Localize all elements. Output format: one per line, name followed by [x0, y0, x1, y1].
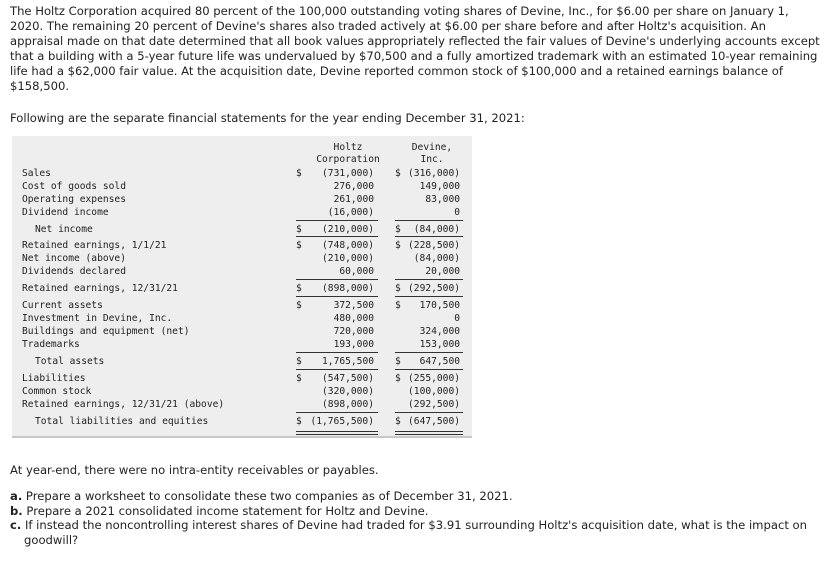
- devine-value: 20,000: [425, 266, 460, 277]
- holtz-value: 276,000: [333, 181, 374, 192]
- holtz-value: (547,500): [322, 373, 374, 384]
- devine-dollar-sign: $: [395, 240, 401, 251]
- holtz-dollar-sign: $: [296, 416, 302, 427]
- holtz-value: (210,000): [322, 224, 374, 235]
- devine-value: (647,500): [408, 416, 460, 427]
- problem-intro: The Holtz Corporation acquired 80 percent of the 100,000 outstanding voting shares of Devine, Inc., for $6.00 per share on January 1, 2020. The remaining 20 percent of Devine's shares also traded actively at $6.00 per share before and after Holtz's acquisition. An appraisal made on that date determined that all book values appropriately reflected the fair values of Devine's underlying accounts except that a building with a 5-year future life was undervalued by $70,500 and a fully amortized trademark with an estimated 10-year remaining life had a $62,000 fair value. At the acquisition date, Devine reported common stock of $100,000 and a retained earnings balance of $158,500.: [10, 4, 820, 93]
- question-a: a. Prepare a worksheet to consolidate these two companies as of December 31, 2021.: [10, 489, 513, 503]
- holtz-value: (748,000): [322, 240, 374, 251]
- devine-value: 83,000: [425, 194, 460, 205]
- subtotal-rule: [296, 296, 378, 297]
- holtz-value: 60,000: [339, 266, 374, 277]
- subtotal-rule: [395, 369, 463, 370]
- holtz-dollar-sign: $: [296, 168, 302, 179]
- holtz-value: (1,765,500): [310, 416, 374, 427]
- holtz-value: (16,000): [327, 207, 374, 218]
- devine-value: (228,500): [408, 240, 460, 251]
- subtotal-rule: [296, 352, 378, 353]
- subtotal-rule: [296, 279, 378, 280]
- devine-value: (292,500): [408, 399, 460, 410]
- holtz-value: 720,000: [333, 326, 374, 337]
- holtz-value: 1,765,500: [322, 356, 374, 367]
- devine-dollar-sign: $: [395, 224, 401, 235]
- devine-value: 0: [454, 207, 460, 218]
- row-label: Dividends declared: [22, 266, 126, 277]
- devine-value: (292,500): [408, 283, 460, 294]
- holtz-value: (210,000): [322, 253, 374, 264]
- subtotal-rule: [395, 279, 463, 280]
- holtz-value: (731,000): [322, 168, 374, 179]
- question-c: c. If instead the noncontrolling interest shares of Devine had traded for $3.91 surrounding Holtz's acquisition date, what is the impact on goodwill?: [10, 518, 807, 547]
- devine-value: 324,000: [419, 326, 460, 337]
- holtz-value: (320,000): [322, 386, 374, 397]
- row-label: Total assets: [35, 356, 105, 367]
- devine-value: 170,500: [419, 300, 460, 311]
- row-label: Retained earnings, 1/1/21: [22, 240, 167, 251]
- total-double-rule: [395, 431, 463, 435]
- devine-dollar-sign: $: [395, 168, 401, 179]
- row-label: Net income: [35, 224, 93, 235]
- holtz-value: (898,000): [322, 399, 374, 410]
- row-label: Dividend income: [22, 207, 109, 218]
- financial-statements-table: [12, 136, 472, 438]
- devine-column-header: Devine, Inc.: [411, 142, 453, 165]
- devine-value: 647,500: [419, 356, 460, 367]
- devine-dollar-sign: $: [395, 373, 401, 384]
- holtz-column-header: Holtz Corporation: [316, 142, 380, 165]
- subtotal-rule: [296, 220, 378, 221]
- devine-value: 0: [454, 313, 460, 324]
- holtz-dollar-sign: $: [296, 356, 302, 367]
- subtotal-rule: [395, 220, 463, 221]
- subtotal-rule: [296, 236, 378, 237]
- questions: [10, 489, 822, 547]
- holtz-dollar-sign: $: [296, 283, 302, 294]
- devine-value: (316,000): [408, 168, 460, 179]
- devine-value: (255,000): [408, 373, 460, 384]
- row-label: Common stock: [22, 386, 92, 397]
- holtz-dollar-sign: $: [296, 300, 302, 311]
- row-label: Liabilities: [22, 373, 86, 384]
- subtotal-rule: [395, 412, 463, 413]
- total-double-rule: [296, 431, 378, 435]
- row-label: Sales: [22, 168, 51, 179]
- statements-lead: Following are the separate financial statements for the year ending December 31, 2021:: [10, 111, 525, 125]
- subtotal-rule: [395, 236, 463, 237]
- row-label: Current assets: [22, 300, 103, 311]
- row-label: Trademarks: [22, 339, 80, 350]
- holtz-dollar-sign: $: [296, 224, 302, 235]
- holtz-dollar-sign: $: [296, 373, 302, 384]
- devine-value: (84,000): [413, 253, 460, 264]
- devine-dollar-sign: $: [395, 300, 401, 311]
- holtz-value: (898,000): [322, 283, 374, 294]
- subtotal-rule: [395, 352, 463, 353]
- devine-dollar-sign: $: [395, 416, 401, 427]
- holtz-value: 480,000: [333, 313, 374, 324]
- holtz-dollar-sign: $: [296, 240, 302, 251]
- row-label: Cost of goods sold: [22, 181, 126, 192]
- year-end-note: At year-end, there were no intra-entity receivables or payables.: [10, 463, 379, 477]
- devine-dollar-sign: $: [395, 356, 401, 367]
- question-b: b. Prepare a 2021 consolidated income statement for Holtz and Devine.: [10, 503, 429, 518]
- holtz-value: 261,000: [333, 194, 374, 205]
- devine-value: 153,000: [419, 339, 460, 350]
- row-label: Retained earnings, 12/31/21: [22, 283, 178, 294]
- devine-value: (100,000): [408, 386, 460, 397]
- row-label: Buildings and equipment (net): [22, 326, 190, 337]
- row-label: Total liabilities and equities: [35, 416, 209, 427]
- row-label: Investment in Devine, Inc.: [22, 313, 173, 324]
- holtz-value: 372,500: [333, 300, 374, 311]
- subtotal-rule: [296, 369, 378, 370]
- row-label: Retained earnings, 12/31/21 (above): [22, 399, 225, 410]
- devine-value: 149,000: [419, 181, 460, 192]
- row-label: Operating expenses: [22, 194, 126, 205]
- subtotal-rule: [296, 412, 378, 413]
- devine-value: (84,000): [413, 224, 460, 235]
- row-label: Net income (above): [22, 253, 126, 264]
- subtotal-rule: [395, 296, 463, 297]
- devine-dollar-sign: $: [395, 283, 401, 294]
- holtz-value: 193,000: [333, 339, 374, 350]
